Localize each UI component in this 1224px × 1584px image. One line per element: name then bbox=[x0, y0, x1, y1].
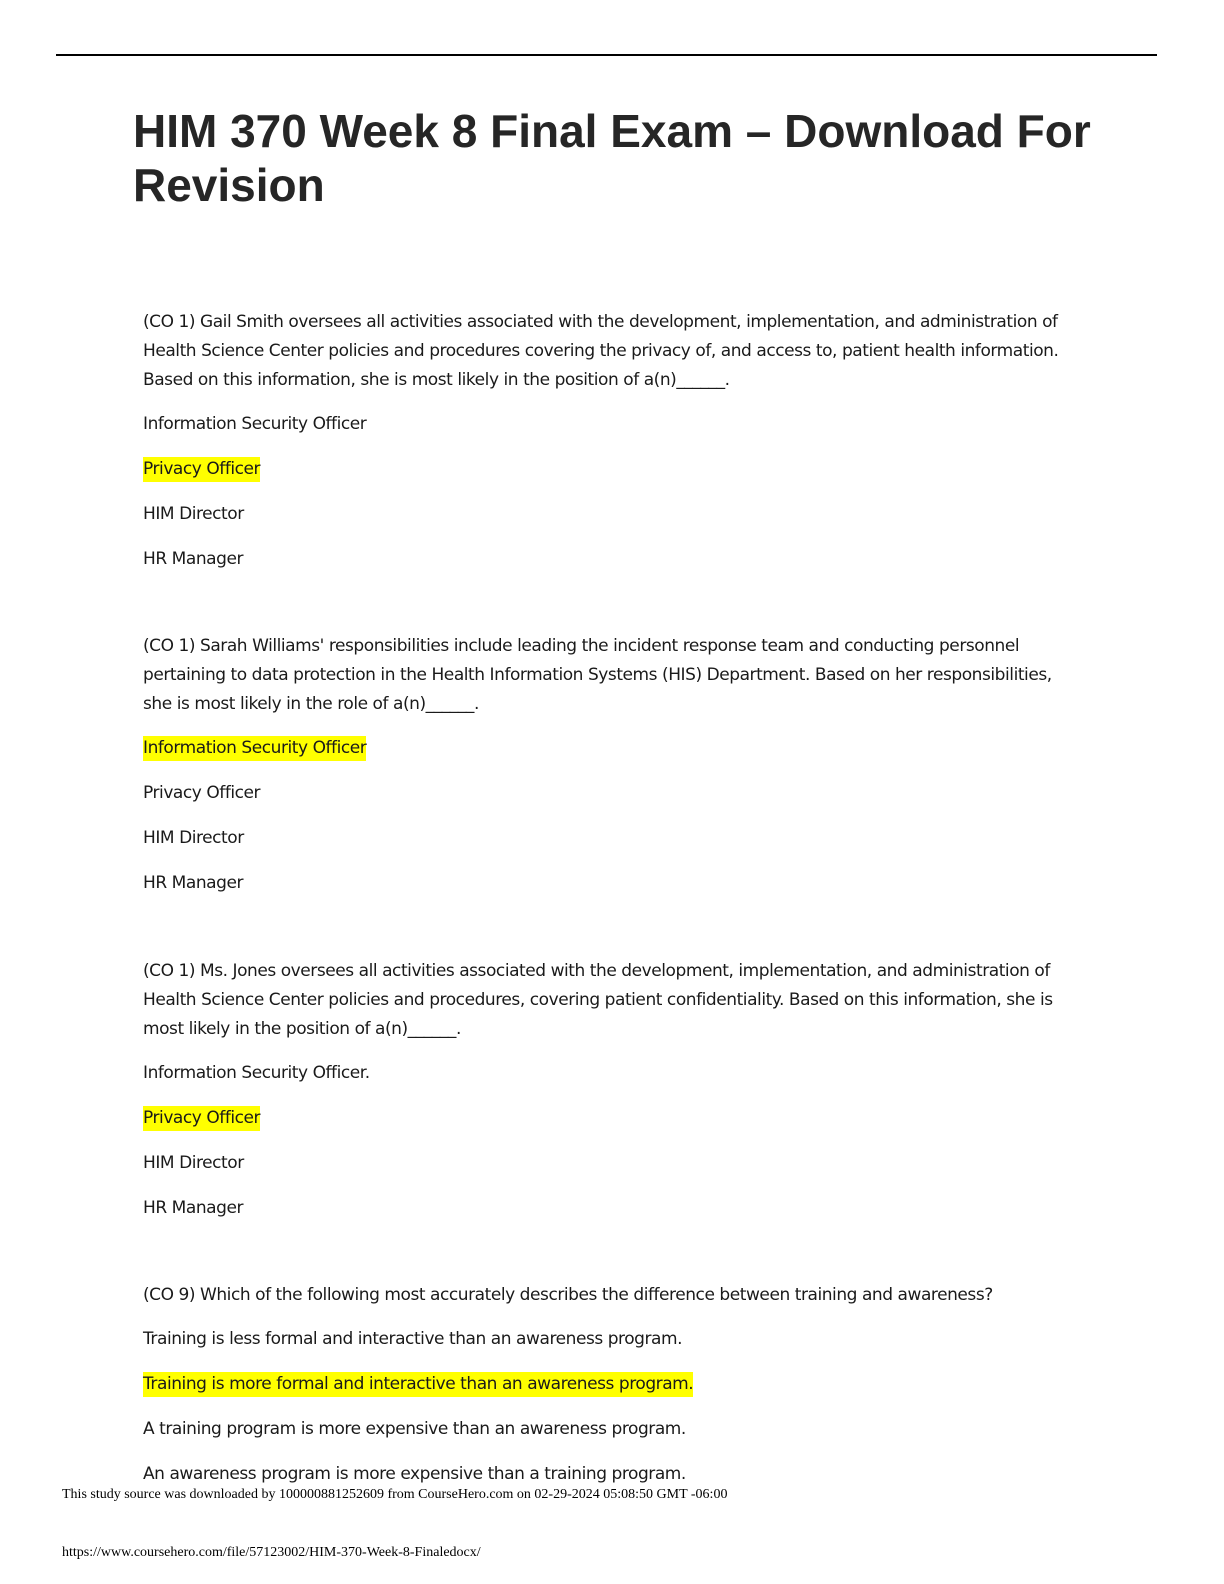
question-1-option-2-highlighted: Privacy Officer bbox=[143, 455, 1083, 484]
question-1-option-1: Information Security Officer bbox=[143, 414, 367, 434]
question-1 bbox=[143, 308, 1083, 590]
question-3-option-3: HIM Director bbox=[143, 1153, 244, 1173]
question-4-option-4: An awareness program is more expensive than a training program. bbox=[143, 1464, 686, 1484]
question-4-text: (CO 9) Which of the following most accurately describes the difference between training and awareness? bbox=[143, 1285, 993, 1305]
question-3-option-4: HR Manager bbox=[143, 1198, 244, 1218]
document-title: HIM 370 Week 8 Final Exam – Download For Revision bbox=[133, 105, 1091, 211]
question-1-option-3: HIM Director bbox=[143, 504, 244, 524]
question-2-option-3: HIM Director bbox=[143, 828, 244, 848]
top-horizontal-rule bbox=[56, 54, 1157, 56]
question-3-option-1: Information Security Officer. bbox=[143, 1063, 370, 1083]
question-2 bbox=[143, 632, 1083, 914]
source-url: https://www.coursehero.com/file/57123002/HIM-370-Week-8-Finaledocx/ bbox=[62, 1545, 481, 1560]
question-1-text: (CO 1) Gail Smith oversees all activities associated with the development, implementation, and administration of Health Science Center policies and procedures covering the privacy of, and access to, patient health information. Based on this information, she is most likely in the position of a(n)______. bbox=[143, 312, 1059, 390]
question-4-option-1: Training is less formal and interactive than an awareness program. bbox=[143, 1329, 683, 1349]
question-4-option-3: A training program is more expensive than an awareness program. bbox=[143, 1419, 686, 1439]
question-2-option-2: Privacy Officer bbox=[143, 783, 261, 803]
question-1-option-4: HR Manager bbox=[143, 549, 244, 569]
question-3-text: (CO 1) Ms. Jones oversees all activities associated with the development, implementation, and administration of Health Science Center policies and procedures, covering patient confidentiality. Based on this information, she is most likely in the position of a(n)______. bbox=[143, 961, 1053, 1039]
question-2-option-1-highlighted: Information Security Officer bbox=[143, 734, 1083, 763]
question-4 bbox=[143, 1281, 1083, 1505]
question-2-option-4: HR Manager bbox=[143, 873, 244, 893]
question-3 bbox=[143, 957, 1083, 1239]
question-2-text: (CO 1) Sarah Williams' responsibilities include leading the incident response team and conducting personnel pertaining to data protection in the Health Information Systems (HIS) Department. Based on her responsibilities, she is most likely in the role of a(n)______. bbox=[143, 636, 1052, 714]
download-source-note: This study source was downloaded by 100000881252609 from CourseHero.com on 02-29-2024 05:08:50 GMT -06:00 bbox=[62, 1487, 728, 1502]
question-3-option-2-highlighted: Privacy Officer bbox=[143, 1104, 1083, 1133]
question-4-option-2-highlighted: Training is more formal and interactive than an awareness program. bbox=[143, 1370, 1083, 1399]
